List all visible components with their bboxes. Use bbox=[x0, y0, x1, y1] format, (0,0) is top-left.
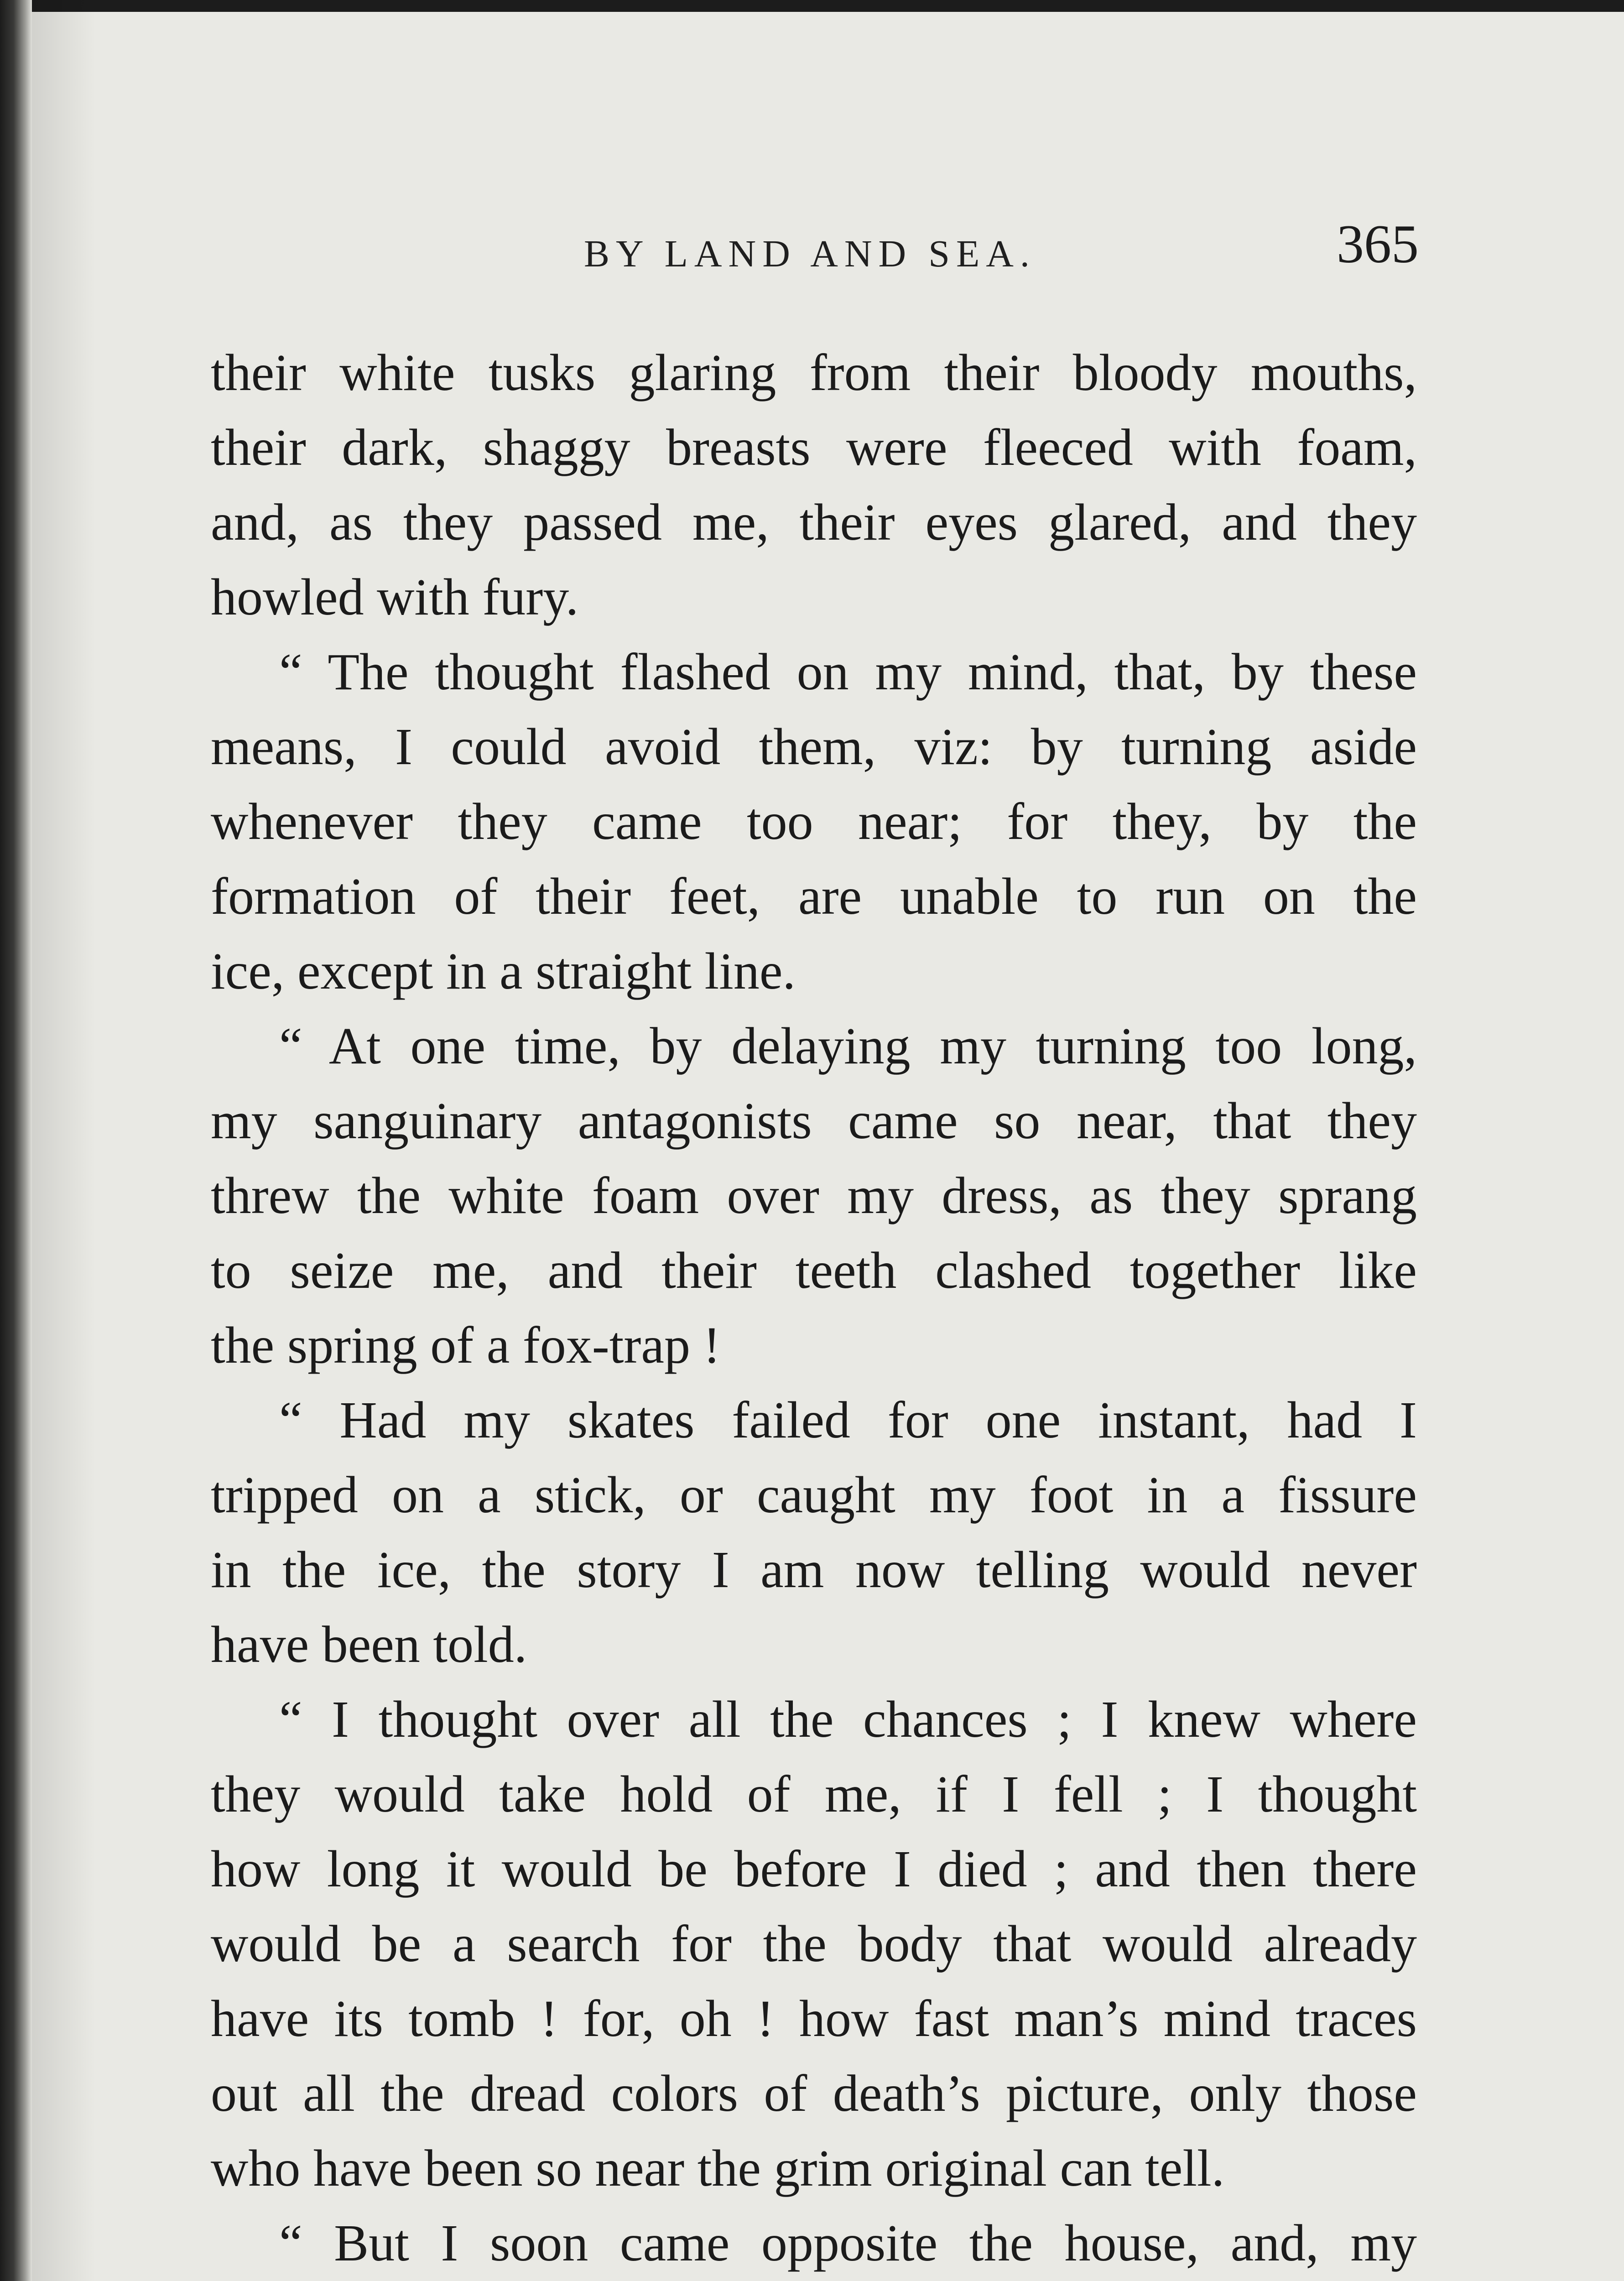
text-line: “ The thought flashed on my mind, that, by these bbox=[279, 643, 1417, 701]
text-line: “ But I soon came opposite the house, and, my bbox=[279, 2214, 1417, 2272]
text-line: and, as they passed me, their eyes glared, and they bbox=[211, 493, 1417, 551]
page-top-edge bbox=[0, 0, 1624, 12]
text-line: tripped on a stick, or caught my foot in a fissure bbox=[211, 1466, 1417, 1524]
text-line: they would take hold of me, if I fell ; I thought bbox=[211, 1765, 1417, 1823]
text-line: their white tusks glaring from their bloody mouths, bbox=[211, 344, 1417, 401]
text-line: the spring of a fox-trap ! bbox=[211, 1316, 721, 1374]
text-line: ice, except in a straight line. bbox=[211, 942, 796, 1000]
text-line: “ I thought over all the chances ; I knew where bbox=[279, 1690, 1417, 1748]
text-line: threw the white foam over my dress, as they sprang bbox=[211, 1167, 1417, 1224]
binding-edge bbox=[0, 0, 32, 2281]
text-line: have been told. bbox=[211, 1615, 527, 1673]
text-line: formation of their feet, are unable to run on the bbox=[211, 867, 1417, 925]
text-line: who have been so near the grim original can tell. bbox=[211, 2139, 1225, 2197]
text-line: their dark, shaggy breasts were fleeced with foam, bbox=[211, 418, 1417, 476]
text-line: would be a search for the body that would already bbox=[211, 1915, 1417, 1973]
text-line: “ Had my skates failed for one instant, had I bbox=[279, 1391, 1417, 1449]
page-header bbox=[214, 210, 1419, 287]
text-line: whenever they came too near; for they, by the bbox=[211, 792, 1417, 850]
text-line: my sanguinary antagonists came so near, that they bbox=[211, 1092, 1417, 1150]
text-line: means, I could avoid them, viz: by turning aside bbox=[211, 718, 1417, 776]
text-line: “ At one time, by delaying my turning too long, bbox=[279, 1017, 1417, 1075]
text-line: in the ice, the story I am now telling would never bbox=[211, 1541, 1417, 1599]
running-title: BY LAND AND SEA. bbox=[584, 233, 1036, 275]
text-line: out all the dread colors of death’s picture, only those bbox=[211, 2064, 1417, 2122]
text-line: how long it would be before I died ; and then there bbox=[211, 1840, 1417, 1898]
gutter-shadow bbox=[32, 0, 96, 2281]
page-number: 365 bbox=[1337, 214, 1419, 274]
text-line: to seize me, and their teeth clashed together like bbox=[211, 1241, 1417, 1299]
text-line: have its tomb ! for, oh ! how fast man’s mind traces bbox=[211, 1989, 1417, 2047]
body-text bbox=[211, 335, 1417, 2281]
text-line: howled with fury. bbox=[211, 568, 579, 626]
